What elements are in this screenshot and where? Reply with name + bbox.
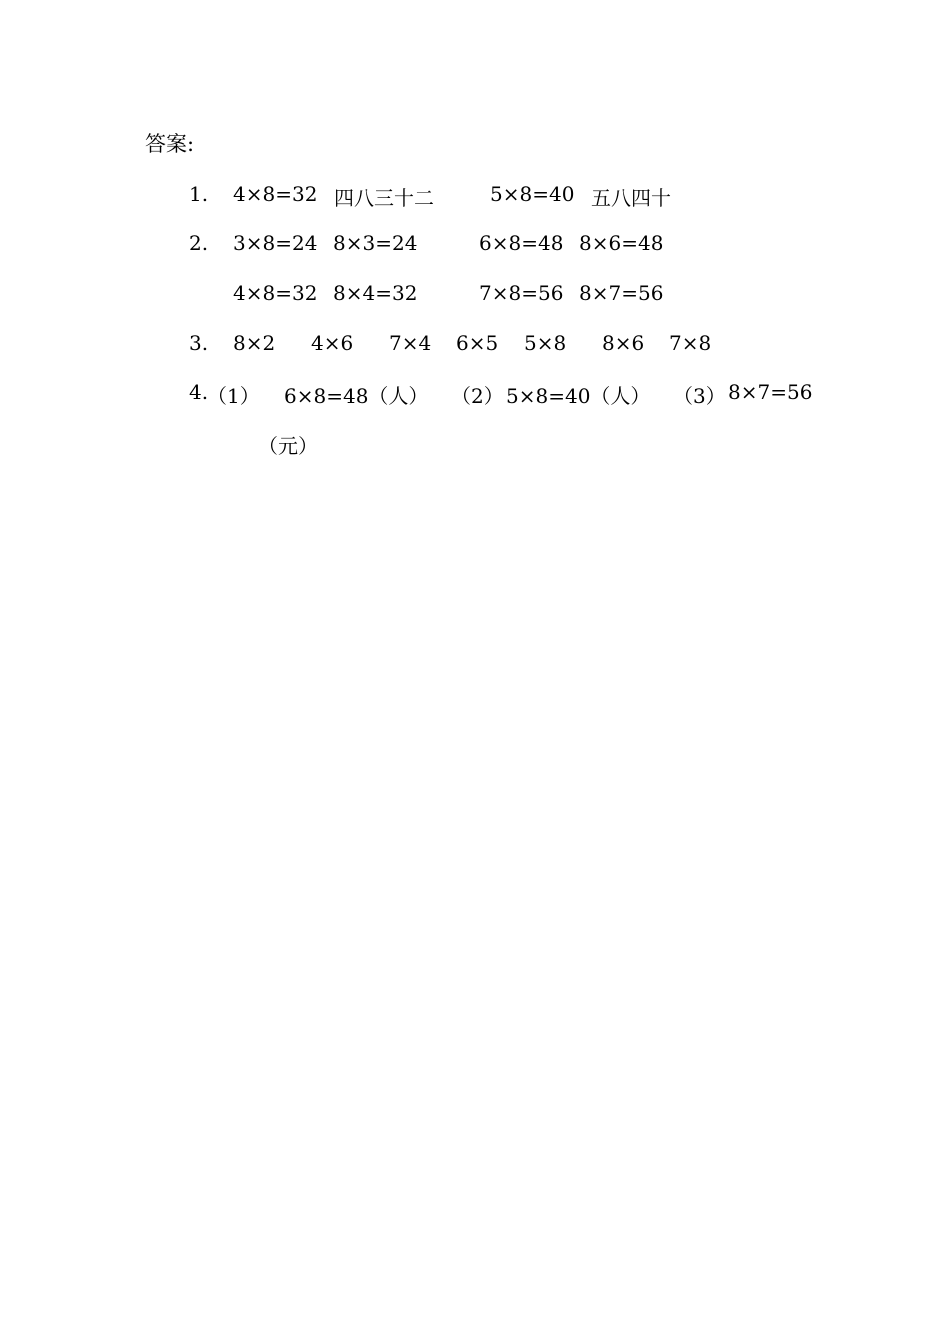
q2-row1-d: 8×6=48 xyxy=(579,231,664,255)
q3-item: 4×6 xyxy=(311,331,354,355)
q4-number: 4. xyxy=(189,380,209,404)
q2-row1-a: 3×8=24 xyxy=(233,231,318,255)
page-title: 答案: xyxy=(145,132,195,156)
q2-row2-b: 8×4=32 xyxy=(333,281,418,305)
q4-part2-answer: 5×8=40（人） xyxy=(506,384,651,408)
q3-item: 8×2 xyxy=(233,331,276,355)
q2-row2-c: 7×8=56 xyxy=(479,281,564,305)
q1-number: 1. xyxy=(189,182,209,206)
q2-row1-c: 6×8=48 xyxy=(479,231,564,255)
q4-part1-label: （1） xyxy=(207,384,260,408)
q3-item: 7×8 xyxy=(669,331,712,355)
q3-number: 3. xyxy=(189,331,209,355)
q2-row1-b: 8×3=24 xyxy=(333,231,418,255)
q4-part1-answer: 6×8=48（人） xyxy=(284,384,429,408)
q4-part2-label: （2） xyxy=(451,384,504,408)
q3-item: 7×4 xyxy=(389,331,432,355)
q1-answer-a: 4×8=32 xyxy=(233,182,318,206)
q4-part3-label: （3） xyxy=(673,384,726,408)
q2-row2-d: 8×7=56 xyxy=(579,281,664,305)
q3-item: 6×5 xyxy=(456,331,499,355)
q1-answer-b: 四八三十二 xyxy=(334,186,434,210)
q2-number: 2. xyxy=(189,231,209,255)
q1-answer-d: 五八四十 xyxy=(591,186,671,210)
q2-row2-a: 4×8=32 xyxy=(233,281,318,305)
q3-item: 8×6 xyxy=(602,331,645,355)
q4-part3-answer: 8×7=56 xyxy=(728,380,813,404)
q3-item: 5×8 xyxy=(524,331,567,355)
q1-answer-c: 5×8=40 xyxy=(490,182,575,206)
q4-part3-unit: （元） xyxy=(258,434,318,458)
